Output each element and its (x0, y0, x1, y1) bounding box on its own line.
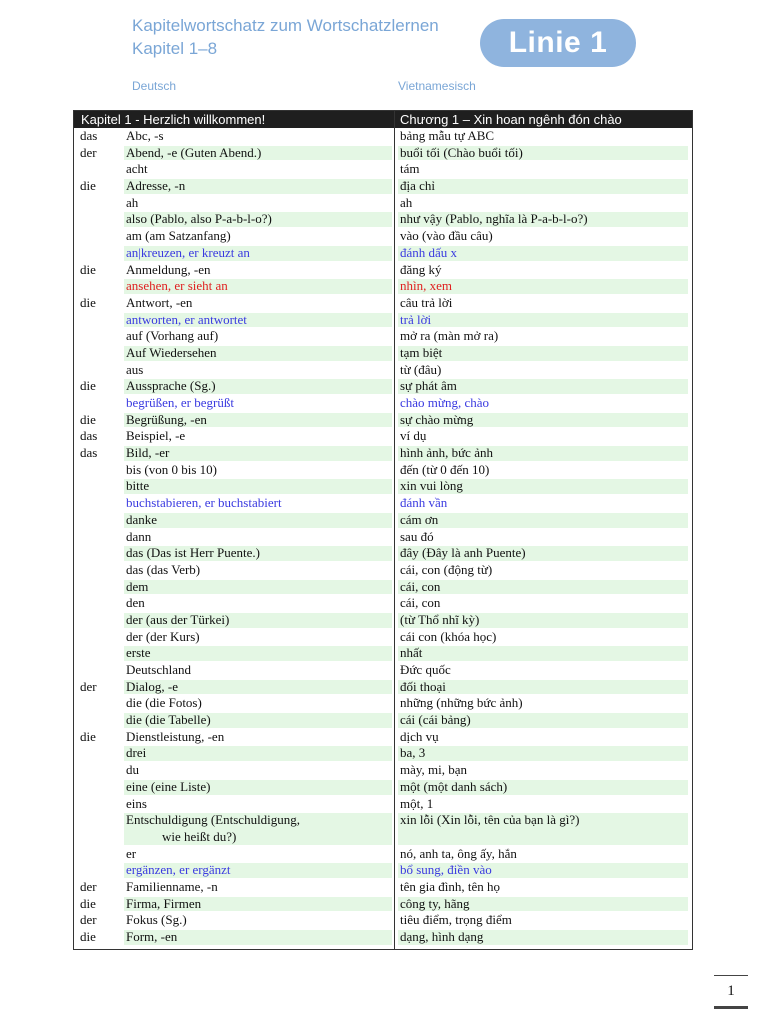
table-row (74, 428, 692, 445)
table-row (74, 161, 692, 178)
vietnamese-translation: đây (Đây là anh Puente) (400, 545, 526, 561)
german-word-text: die (die Fotos) (126, 695, 202, 711)
german-word-text: dann (126, 528, 152, 544)
german-word-continuation: wie heißt du?) (162, 828, 237, 844)
table-row (74, 712, 692, 729)
vietnamese-translation: đánh vần (400, 495, 448, 511)
german-word (126, 796, 391, 813)
german-word (126, 612, 391, 629)
document-title: Kapitelwortschatz zum Wortschatzlernen (132, 16, 439, 35)
row-shading (398, 179, 688, 194)
table-row (74, 462, 692, 479)
table-row (74, 312, 692, 329)
article: die (80, 261, 96, 277)
german-word (126, 629, 391, 646)
german-word-text: acht (126, 161, 148, 177)
german-word (126, 211, 391, 228)
linie-1-logo: Linie 1 (480, 19, 636, 67)
table-row (74, 796, 692, 813)
article: das (80, 445, 98, 461)
german-word-text: Antwort, -en (126, 294, 193, 310)
article: der (80, 878, 97, 894)
table-row (74, 745, 692, 762)
german-word (126, 729, 391, 746)
table-row (74, 211, 692, 228)
vietnamese-translation: dịch vụ (400, 728, 439, 744)
table-row (74, 562, 692, 579)
article: die (80, 895, 96, 911)
vietnamese-translation: công ty, hãng (400, 895, 470, 911)
german-word-text: Dialog, -e (126, 678, 178, 694)
vietnamese-translation: trả lời (400, 311, 432, 327)
table-row (74, 512, 692, 529)
table-row (74, 612, 692, 629)
german-word-text: Form, -en (126, 929, 178, 945)
german-word-text: der (der Kurs) (126, 628, 200, 644)
german-word (126, 712, 391, 729)
german-word (126, 695, 391, 712)
german-word (126, 846, 391, 863)
german-word-text: er (126, 845, 137, 861)
vietnamese-translation: đánh dấu x (400, 244, 458, 260)
table-row (74, 345, 692, 362)
vietnamese-translation: sự chào mừng (400, 411, 474, 427)
german-word (126, 128, 391, 145)
page-number: 1 (714, 975, 748, 1009)
german-word-text: Abend, -e (Guten Abend.) (126, 144, 262, 160)
german-word (126, 262, 391, 279)
german-word-text: Bild, -er (126, 445, 170, 461)
german-word (126, 679, 391, 696)
article: die (80, 378, 96, 394)
german-word (126, 762, 391, 779)
german-word (126, 178, 391, 195)
vietnamese-translation: mở ra (màn mở ra) (400, 328, 499, 344)
german-word (126, 595, 391, 612)
vietnamese-translation: cái, con (400, 595, 441, 611)
vietnamese-translation: bảng mẫu tự ABC (400, 128, 495, 143)
german-word-text: buchstabieren, er buchstabiert (126, 495, 282, 511)
german-word (126, 745, 391, 762)
german-word-text: Auf Wiedersehen (126, 344, 217, 360)
vietnamese-translation: đăng ký (400, 261, 442, 277)
german-word (126, 662, 391, 679)
row-shading (398, 513, 688, 528)
vietnamese-translation: một (một danh sách) (400, 778, 508, 794)
table-row (74, 278, 692, 295)
vietnamese-translation: một, 1 (400, 795, 434, 811)
vietnamese-translation: ah (400, 194, 413, 210)
german-word (126, 478, 391, 495)
table-row (74, 629, 692, 646)
article: der (80, 912, 97, 928)
vietnamese-translation: vào (vào đầu câu) (400, 228, 493, 244)
german-word-text: aus (126, 361, 144, 377)
table-row (74, 262, 692, 279)
table-row (74, 729, 692, 746)
german-word (126, 779, 391, 796)
german-word-text: den (126, 595, 145, 611)
table-row (74, 862, 692, 879)
table-row (74, 195, 692, 212)
row-shading (398, 646, 688, 661)
german-word-text: am (am Satzanfang) (126, 228, 231, 244)
vietnamese-translation: sau đó (400, 528, 434, 544)
german-word-text: auf (Vorhang auf) (126, 328, 219, 344)
vietnamese-translation: dạng, hình dạng (400, 929, 484, 945)
german-word-text: erste (126, 645, 151, 661)
german-word-text: Anmeldung, -en (126, 261, 211, 277)
row-shading (398, 580, 688, 595)
vietnamese-translation: như vậy (Pablo, nghĩa là P-a-b-l-o?) (400, 211, 588, 227)
german-word-text: also (Pablo, also P-a-b-l-o?) (126, 211, 272, 227)
table-row (74, 178, 692, 195)
article: der (80, 144, 97, 160)
german-word (126, 312, 391, 329)
row-shading (398, 313, 688, 328)
article: das (80, 428, 98, 444)
table-row (74, 478, 692, 495)
german-word (126, 412, 391, 429)
table-row (74, 679, 692, 696)
german-word-text: Entschuldigung (Entschuldigung, (126, 812, 301, 828)
german-word-text: dem (126, 578, 149, 594)
german-word (126, 145, 391, 162)
table-row (74, 128, 692, 145)
vietnamese-translation: cái, con (động từ) (400, 561, 493, 577)
table-row (74, 846, 692, 863)
german-word-text: Aussprache (Sg.) (126, 378, 216, 394)
vietnamese-translation: chào mừng, chào (400, 395, 489, 410)
vietnamese-translation: cám ơn (400, 511, 439, 527)
vietnamese-translation: đối thoại (400, 678, 446, 694)
article: die (80, 411, 96, 427)
table-row (74, 929, 692, 946)
german-word-text: ansehen, er sieht an (126, 278, 228, 294)
german-word (126, 862, 391, 879)
vietnamese-translation: bổ sung, điền vào (400, 862, 492, 878)
vietnamese-translation: ví dụ (400, 428, 427, 444)
table-row (74, 395, 692, 412)
vietnamese-translation: (từ Thổ nhĩ kỳ) (400, 611, 480, 627)
german-word (126, 879, 391, 896)
article: die (80, 178, 96, 194)
table-row (74, 662, 692, 679)
german-word-text: Dienstleistung, -en (126, 728, 225, 744)
german-word (126, 245, 391, 262)
german-word (126, 195, 391, 212)
vietnamese-translation: nhìn, xem (400, 278, 452, 294)
german-word-text: bitte (126, 478, 150, 494)
german-word-text: Deutschland (126, 662, 191, 677)
table-row (74, 145, 692, 162)
german-word (126, 295, 391, 312)
german-word (126, 445, 391, 462)
vietnamese-translation: nhất (400, 645, 423, 661)
vietnamese-translation: hình ảnh, bức ảnh (400, 445, 493, 461)
german-word-text: drei (126, 745, 147, 761)
german-word-text: der (aus der Türkei) (126, 611, 230, 627)
german-word (126, 645, 391, 662)
german-word-text: Firma, Firmen (126, 895, 202, 911)
language-label-vietnamese: Vietnamesisch (398, 79, 476, 93)
chapter-heading-vietnamese: Chương 1 – Xin hoan ngênh đón chào (400, 112, 622, 127)
german-word (126, 362, 391, 379)
german-word (126, 395, 391, 412)
german-word (126, 579, 391, 596)
article: die (80, 294, 96, 310)
vietnamese-translation: câu trả lời (400, 294, 453, 310)
table-row (74, 762, 692, 779)
chapter-heading-german: Kapitel 1 - Herzlich willkommen! (81, 112, 266, 127)
german-word (126, 896, 391, 913)
german-word (126, 529, 391, 546)
table-row (74, 645, 692, 662)
article: die (80, 728, 96, 744)
vietnamese-translation: đến (từ 0 đến 10) (400, 461, 490, 477)
table-row (74, 579, 692, 596)
table-row (74, 495, 692, 512)
german-word-text: antworten, er antwortet (126, 311, 247, 327)
vietnamese-translation: mày, mi, bạn (400, 762, 468, 778)
column-divider (394, 111, 395, 949)
german-word (126, 428, 391, 445)
vietnamese-translation: cái con (khóa học) (400, 628, 497, 644)
vocabulary-rows (74, 128, 692, 946)
table-row (74, 445, 692, 462)
vietnamese-translation: cái (cái bảng) (400, 712, 471, 728)
vietnamese-translation: nó, anh ta, ông ấy, hắn (400, 845, 517, 861)
row-shading (398, 746, 688, 761)
german-word-text: danke (126, 511, 158, 527)
vietnamese-translation: ba, 3 (400, 745, 426, 761)
table-row (74, 779, 692, 796)
table-row (74, 595, 692, 612)
vietnamese-translation: địa chỉ (400, 178, 436, 194)
article: der (80, 678, 97, 694)
german-word-text: Adresse, -n (126, 178, 186, 194)
german-word-text: eine (eine Liste) (126, 778, 211, 794)
vietnamese-translation: cái, con (400, 578, 441, 594)
vietnamese-translation: tiêu điểm, trọng điểm (400, 912, 512, 928)
article: das (80, 128, 98, 143)
german-word-text: Fokus (Sg.) (126, 912, 187, 928)
vietnamese-translation: Đức quốc (400, 662, 451, 677)
german-word (126, 228, 391, 245)
german-word-text: an|kreuzen, er kreuzt an (126, 244, 250, 260)
german-word-text: Begrüßung, -en (126, 411, 207, 427)
chapter-range: Kapitel 1–8 (132, 39, 218, 58)
vietnamese-translation: tám (400, 161, 420, 177)
vietnamese-translation: xin lỗi (Xin lỗi, tên của bạn là gì?) (400, 812, 580, 828)
language-label-german: Deutsch (132, 79, 177, 93)
german-word (126, 929, 391, 946)
german-word-text: das (Das ist Herr Puente.) (126, 545, 260, 561)
table-row (74, 695, 692, 712)
table-row (74, 328, 692, 345)
table-row (74, 879, 692, 896)
german-word-text: Beispiel, -e (126, 428, 186, 444)
german-word (126, 562, 391, 579)
vocabulary-table (73, 110, 693, 950)
vietnamese-translation: tạm biệt (400, 344, 443, 360)
german-word (126, 495, 391, 512)
table-row (74, 362, 692, 379)
vietnamese-translation: xin vui lòng (400, 478, 463, 494)
german-word (126, 545, 391, 562)
table-row (74, 529, 692, 546)
german-word-text: Familienname, -n (126, 878, 218, 894)
table-row (74, 912, 692, 929)
german-word-text: ergänzen, er ergänzt (126, 862, 231, 878)
german-word (126, 378, 391, 395)
german-word (126, 278, 391, 295)
vietnamese-translation: tên gia đình, tên họ (400, 878, 501, 894)
german-word-text: Abc, -s (126, 128, 164, 143)
german-word (126, 161, 391, 178)
german-word (126, 328, 391, 345)
table-row (74, 295, 692, 312)
table-row (74, 228, 692, 245)
german-word-text: ah (126, 194, 139, 210)
german-word (126, 345, 391, 362)
german-word (126, 462, 391, 479)
table-row (74, 545, 692, 562)
german-word (126, 812, 391, 845)
table-row (74, 378, 692, 395)
german-word-text: das (das Verb) (126, 561, 201, 577)
german-word (126, 912, 391, 929)
german-word-text: begrüßen, er begrüßt (126, 395, 234, 410)
german-word-text: eins (126, 795, 147, 811)
table-row (74, 412, 692, 429)
german-word-text: die (die Tabelle) (126, 712, 211, 728)
vietnamese-translation: từ (đâu) (400, 361, 442, 377)
table-row (74, 896, 692, 913)
german-word-text: bis (von 0 bis 10) (126, 461, 217, 477)
vietnamese-translation: sự phát âm (400, 378, 457, 394)
vietnamese-translation: buổi tối (Chào buổi tối) (400, 144, 523, 160)
article: die (80, 929, 96, 945)
german-word (126, 512, 391, 529)
german-word-text: du (126, 762, 139, 778)
table-row (74, 245, 692, 262)
table-row (74, 812, 692, 845)
table-header (74, 111, 692, 128)
vietnamese-translation: những (những bức ảnh) (400, 695, 523, 711)
